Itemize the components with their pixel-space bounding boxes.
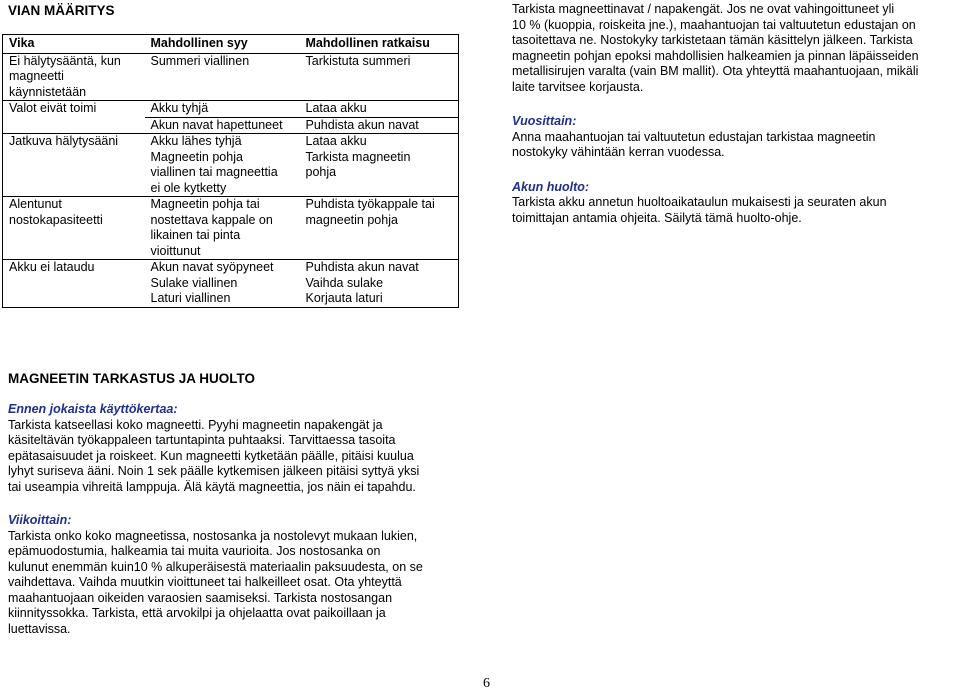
fault-cell (3, 53, 145, 101)
text-line: luettavissa. (8, 621, 71, 636)
weekly-heading: Viikoittain: (8, 513, 72, 527)
text-line: kiinnityssokka. Tarkista, että arvokilpi ja ohjelaatta ovat paikoillaan ja (8, 606, 386, 620)
solution-cell (300, 53, 459, 101)
text-line: Anna maahantuojan tai valtuutetun edustajan tarkistaa magneetin (512, 129, 876, 144)
section-title: MAGNEETIN TARKASTUS JA HUOLTO (8, 371, 256, 386)
fault-cell (3, 197, 145, 260)
text-line: Tarkista akku annetun huoltoaikataulun mukaisesti ja seuraten akun (512, 195, 887, 209)
cell-line: nostokapasiteetti (9, 212, 103, 227)
cell-line: Puhdista akun navat (305, 260, 419, 274)
column-header-cause: Mahdollinen syy (145, 35, 300, 54)
text-line: toimittajan antamia ohjeita. Säilytä tämä huolto-ohje. (512, 210, 802, 225)
text-line: lyhyt suriseva ääni. Noin 1 sek päälle kytkemisen jälkeen pitäisi syttyä yksi (8, 464, 420, 478)
cell-line: Ei hälytysääntä, kun (9, 53, 121, 68)
cause-cell (145, 260, 300, 308)
text-line: käsiteltävän työkappaleen tartuntapinta puhtaaksi. Tarvittaessa tasoita (8, 433, 396, 447)
fault-cell (3, 260, 145, 308)
text-line: tasoitettava ne. Nostokyky tarkistetaan tämän käsittelyn jälkeen. Tarkista (512, 33, 913, 47)
cell-line: vioittunut (150, 243, 201, 258)
solution-cell (300, 260, 459, 308)
text-line: maahantuojaan oikeiden varaosien saamiseksi. Tarkista nostosangan (8, 590, 393, 605)
cell-line: pohja (305, 165, 337, 179)
before-use-block (8, 402, 478, 495)
troubleshooting-table (2, 34, 459, 308)
cause-cell (145, 101, 300, 134)
cause-cell (145, 53, 300, 101)
text-line: magneetin pohjan epoksi mahdollisien halkeamien ja pinnan läpäisseiden (512, 48, 919, 63)
right-column (512, 2, 958, 226)
table-header-row (3, 35, 459, 54)
text-line: 10 % (kuoppia, roiskeita jne.), maahantuojan tai valtuutetun edustajan on (512, 17, 916, 32)
cell-line: magneetin pohja (305, 212, 398, 227)
cell-line: Magneetin pohja (150, 149, 243, 164)
cell-line: Jatkuva hälytysääni (9, 134, 119, 148)
cell-line: Korjauta laturi (305, 291, 383, 305)
cell-line: nostettava kappale on (150, 212, 273, 227)
cell-line: Alentunut (9, 197, 62, 211)
text-line: Tarkista katseellasi koko magneetti. Pyyhi magneetin napakengät ja (8, 417, 383, 432)
battery-block (512, 180, 958, 227)
yearly-block (512, 114, 958, 161)
cell-line: Vaihda sulake (305, 275, 384, 290)
solution-cell (300, 197, 459, 260)
cause-cell (145, 134, 300, 197)
table-row (3, 260, 459, 308)
cell-line: Lataa akku (305, 134, 367, 148)
fault-cell (3, 134, 145, 197)
cell-line: Laturi viallinen (150, 291, 231, 305)
cell-line: ei ole kytketty (150, 180, 227, 195)
cause-cell (145, 197, 300, 260)
text-line: laite tarvitsee korjausta. (512, 79, 644, 94)
cell-line: magneetti (9, 69, 64, 83)
cell-line: Akku tyhjä (150, 101, 209, 115)
cell-line: likainen tai pinta (150, 228, 241, 242)
cell-line: Akun navat syöpyneet (150, 260, 274, 274)
cell-line: Tarkistuta summeri (305, 53, 411, 68)
cell-line: Akku ei lataudu (9, 260, 95, 274)
table-row (3, 134, 459, 197)
column-header-fault: Vika (3, 35, 145, 54)
cell-line: Puhdista akun navat (300, 117, 459, 134)
weekly-block (8, 513, 478, 637)
cell-line: Valot eivät toimi (9, 101, 97, 115)
page-title: VIAN MÄÄRITYS (8, 3, 115, 18)
fault-cell (3, 101, 145, 134)
cell-line: Lataa akku (305, 101, 367, 115)
page-number: 6 (483, 676, 490, 691)
solution-cell (300, 134, 459, 197)
cell-line: Puhdista työkappale tai (305, 197, 435, 211)
cell-line: Akun navat hapettuneet (145, 117, 300, 134)
text-line: epämuodostumia, halkeamia tai muita vaurioita. Jos nostosanka on (8, 544, 381, 558)
cell-line: käynnistetään (9, 84, 87, 99)
text-line: nostokyky vähintään kerran vuodessa. (512, 145, 725, 159)
table-row (3, 101, 459, 134)
cell-line: Summeri viallinen (150, 53, 250, 68)
text-line: tai useampia vihreitä lamppuja. Älä käytä magneettia, jos näin ei tapahdu. (8, 479, 416, 494)
cell-line: Magneetin pohja tai (150, 197, 260, 211)
yearly-heading: Vuosittain: (512, 114, 577, 128)
text-line: Tarkista magneettinavat / napakengät. Jos ne ovat vahingoittuneet yli (512, 2, 895, 16)
column-header-solution: Mahdollinen ratkaisu (300, 35, 459, 54)
cell-line: Sulake viallinen (150, 275, 238, 290)
before-use-heading: Ennen jokaista käyttökertaa: (8, 402, 178, 416)
table-row (3, 197, 459, 260)
text-line: vaihdettava. Vaihda muutkin vioittuneet tai halkeilleet osat. Ota yhteyttä (8, 575, 402, 589)
cell-line: Akku lähes tyhjä (150, 134, 242, 148)
text-line: kulunut enemmän kuin10 % alkuperäisestä materiaalin paksuudesta, on se (8, 559, 423, 574)
table-row (3, 53, 459, 101)
battery-heading: Akun huolto: (512, 179, 590, 194)
cell-line: viallinen tai magneettia (150, 165, 278, 179)
text-line: metallisirujen varalta (vain BM mallit). Ota yhteyttä maahantuojaan, mikäli (512, 64, 919, 78)
text-line: epätasaisuudet ja roiskeet. Kun magneetti kytketään päälle, pitäisi kuulua (8, 448, 414, 463)
magnet-pole-paragraph (512, 2, 958, 95)
text-line: Tarkista onko koko magneetissa, nostosanka ja nostolevyt mukaan lukien, (8, 528, 418, 543)
cell-line: Tarkista magneetin (305, 149, 411, 164)
solution-cell (300, 101, 459, 134)
